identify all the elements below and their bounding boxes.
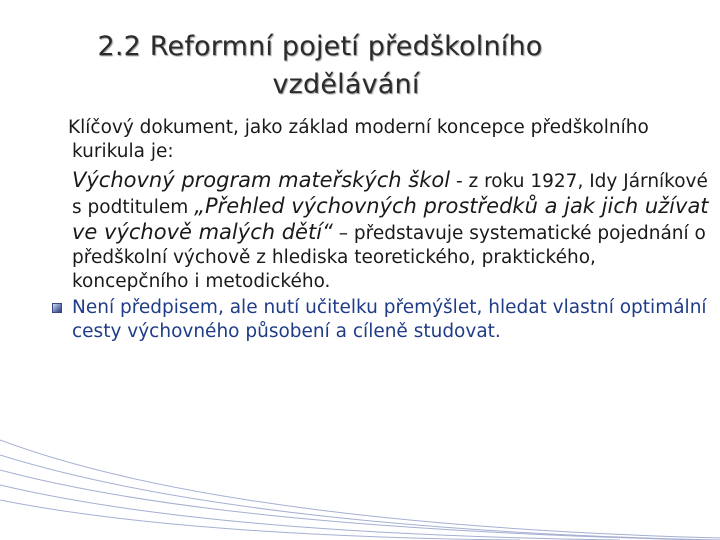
slide-body (68, 116, 712, 344)
square-bullet-icon (52, 303, 62, 313)
slide-title-line-1: 2.2 Reformní pojetí předškolního (97, 31, 543, 62)
program-subtitle: „Přehled výchovných prostředků a jak jich užívat ve výchově malých dětí“ (72, 194, 709, 244)
slide-title (0, 28, 640, 104)
program-description: – představuje systematické pojednání o předškolní výchově z hlediska teoretického, praktického, koncepčního i metodického. (72, 223, 706, 292)
bullet-item (72, 296, 712, 344)
program-paragraph (72, 168, 712, 294)
decorative-lines (0, 400, 720, 540)
bullet-text: Není předpisem, ale nutí učitelku přemýšlet, hledat vlastní optimální cesty výchovného působení a cíleně studovat. (72, 297, 707, 342)
deco-line-4 (0, 485, 620, 540)
deco-line-5 (0, 500, 520, 540)
deco-line-2 (0, 455, 720, 540)
program-after-title: - z roku 1927, Idy Járníkové s podtitulem (72, 171, 708, 218)
slide-title-line-2: vzdělávání (272, 69, 420, 100)
intro-paragraph: Klíčový dokument, jako základ moderní koncepce předškolního kurikula je: (68, 117, 649, 162)
program-title: Výchovný program mateřských škol (72, 168, 451, 192)
